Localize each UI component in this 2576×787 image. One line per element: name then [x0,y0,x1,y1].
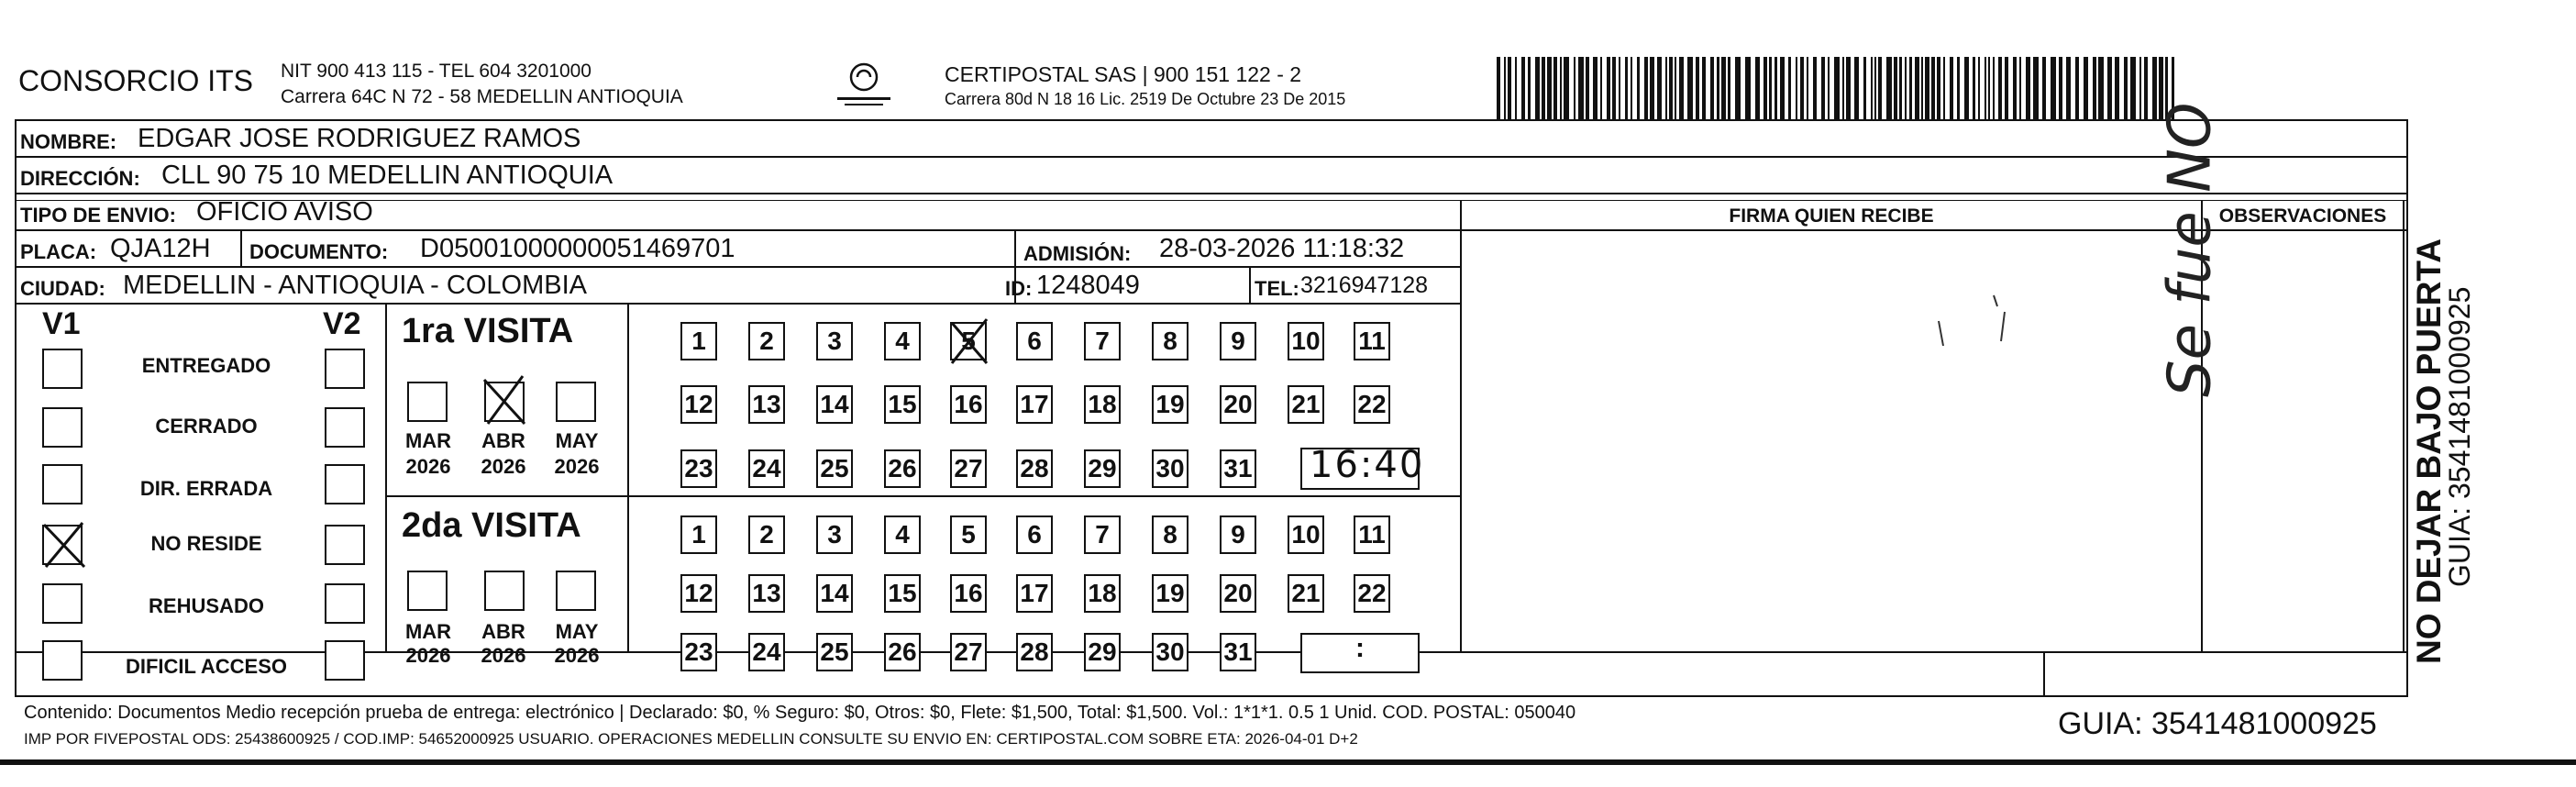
barcode-bar [1821,57,1825,119]
barcode-bar [1909,57,1912,119]
visit2-day-box[interactable]: 6 [1016,515,1053,554]
barcode-bar [2042,57,2046,119]
id-value: 1248049 [1036,271,1140,300]
barcode-bar [1593,57,1598,119]
tel-value: 3216947128 [1300,272,1429,298]
visit1-day-box[interactable]: 3 [816,322,853,360]
visit2-day-box[interactable]: 30 [1152,633,1188,671]
barcode-bar [2139,57,2141,119]
barcode-bar [1899,57,1902,119]
barcode-bar [1828,57,1830,119]
visit1-day-box[interactable]: 21 [1288,385,1324,424]
visit1-day-box[interactable]: 1 [680,322,717,360]
barcode-bar [1702,57,1706,119]
side-guia: GUIA: 3541481000925 [2443,286,2476,587]
firma-header: FIRMA QUIEN RECIBE [1729,205,1934,227]
barcode-bar [1650,57,1654,119]
ciudad-label: CIUDAD: [20,277,105,300]
visit2-day-box[interactable]: 27 [950,633,987,671]
visit1-day-box[interactable]: 24 [748,449,785,488]
barcode-bar [1665,57,1667,119]
v1-label: V1 [42,306,81,341]
v2-checkbox-dir-errada[interactable] [325,464,365,504]
visit1-day-box[interactable]: 19 [1152,385,1188,424]
visit1-year-label: 2026 [405,455,451,478]
visit2-month-checkbox-abr[interactable] [484,571,525,611]
barcode-bar [2098,57,2104,119]
visit1-day-box[interactable]: 23 [680,449,717,488]
barcode-bar [1925,57,1929,119]
certipostal-license: Carrera 80d N 18 16 Lic. 2519 De Octubre 23 De 2015 [945,90,1346,108]
v1-check-mark [39,519,90,571]
visit2-day-box[interactable]: 25 [816,633,853,671]
placa-label: PLACA: [20,240,97,263]
barcode-bar [1564,57,1569,119]
admision-value: 28-03-2026 11:18:32 [1159,234,1405,263]
barcode-bar [1950,57,1953,119]
visit1-day-box[interactable]: 10 [1288,322,1324,360]
barcode-bar [1905,57,1907,119]
v2-checkbox-cerrado[interactable] [325,407,365,448]
barcode-bar [2144,57,2148,119]
company-address: Carrera 64C N 72 - 58 MEDELLIN ANTIOQUIA [281,86,683,107]
signature-area [1462,231,2201,651]
barcode-bar [1547,57,1552,119]
visit1-day-box[interactable]: 25 [816,449,853,488]
certipostal-name: CERTIPOSTAL SAS | 900 151 122 - 2 [945,62,1302,86]
visit2-day-box[interactable]: 31 [1220,633,1256,671]
barcode-bar [1796,57,1797,119]
barcode-bar [1687,57,1693,119]
visit2-month-label: MAY [555,620,599,643]
visit2-day-box[interactable]: 17 [1016,574,1053,613]
barcode-bar [1769,57,1772,119]
barcode-bar [1988,57,1990,119]
visit2-day-box[interactable]: 16 [950,574,987,613]
barcode-bar [1842,57,1844,119]
visit2-month-label: ABR [481,620,525,643]
barcode-bar [1578,57,1584,119]
footer-guia: GUIA: 3541481000925 [2058,706,2377,741]
barcode-bar [1894,57,1897,119]
visit2-day-box[interactable]: 28 [1016,633,1053,671]
company-name: CONSORCIO ITS [18,64,254,97]
barcode-bar [1574,57,1575,119]
visit2-day-box[interactable]: 5 [950,515,987,554]
barcode-bar [1669,57,1673,119]
visit1-day-box[interactable]: 8 [1152,322,1188,360]
status-option: REHUSADO [149,594,264,617]
status-option: DIR. ERRADA [139,477,273,500]
barcode-bar [1780,57,1785,119]
visit1-day-box[interactable]: 7 [1084,322,1121,360]
placa-value: QJA12H [110,234,211,263]
barcode-bar [1774,57,1777,119]
barcode-bar [2107,57,2112,119]
barcode-bar [1886,57,1892,119]
status-option: DIFICIL ACCESO [125,655,287,678]
direccion-label: DIRECCIÓN: [20,167,140,190]
visit2-year-label: 2026 [405,644,451,667]
barcode-bar [1637,57,1640,119]
barcode-bar [2093,57,2096,119]
barcode-bar [1931,57,1935,119]
visit2-day-box[interactable]: 3 [816,515,853,554]
barcode-bar [1915,57,1919,119]
barcode-bar [1800,57,1804,119]
v1-checkbox-dificil-acceso[interactable] [42,640,83,681]
visit2-day-box[interactable]: 23 [680,633,717,671]
barcode-bar [1717,57,1719,119]
barcode-bar [2115,57,2119,119]
visit2-day-box[interactable]: 19 [1152,574,1188,613]
barcode-bar [2124,57,2128,119]
visit1-day-box[interactable]: 20 [1220,385,1256,424]
barcode-bar [1535,57,1540,119]
visit2-month-checkbox-may[interactable] [556,571,596,611]
visit2-day-box[interactable]: 13 [748,574,785,613]
barcode-bar [1993,57,1995,119]
id-label: ID: [1005,277,1033,300]
documento-value: D05001000000051469701 [420,234,735,263]
visit1-day-box[interactable]: 15 [884,385,921,424]
company-nit: NIT 900 413 115 - TEL 604 3201000 [281,61,591,82]
visit1-day-box[interactable]: 12 [680,385,717,424]
visit1-day-box[interactable]: 6 [1016,322,1053,360]
v2-checkbox-dificil-acceso[interactable] [325,640,365,681]
visit1-day-box[interactable]: 2 [748,322,785,360]
barcode-bar [1553,57,1557,119]
visit1-day-box[interactable]: 28 [1016,449,1053,488]
visit1-day-box[interactable]: 16 [950,385,987,424]
visit2-day-box[interactable]: 12 [680,574,717,613]
visit1-month-check-mark [479,371,530,427]
footer-imp: IMP POR FIVEPOSTAL ODS: 25438600925 / COD.IMP: 54652000925 USUARIO. OPERACIONES MEDELLIN CONSULTE SU ENVIO EN: CERTIPOSTAL.COM SOBRE ETA: 2026-04-01 D+2 [24,730,1358,748]
nombre-label: NOMBRE: [20,130,117,153]
observaciones-handwriting: Se fue NO [2156,102,2225,397]
barcode-bar [1619,57,1620,119]
barcode-bar [1998,57,2002,119]
footer-contenido: Contenido: Documentos Medio recepción prueba de entrega: electrónico | Declarado: $0, % Seguro: $0, Otros: $0, Flete: $1,500, Total: $1,500. Vol.: 1*1*1. 0.5 1 Unid. COD. POSTAL: 050040 [24,703,1576,723]
barcode-bar [1763,57,1767,119]
visit2-day-box[interactable]: 15 [884,574,921,613]
visit1-day-box[interactable]: 26 [884,449,921,488]
visit1-day-box[interactable]: 18 [1084,385,1121,424]
barcode-bar [1625,57,1628,119]
barcode-bar [1854,57,1859,119]
status-option: ENTREGADO [141,354,271,377]
barcode-bar [1807,57,1808,119]
visit2-day-box[interactable]: 11 [1354,515,1390,554]
visit1-year-label: 2026 [554,455,600,478]
barcode-bar [1631,57,1632,119]
visit1-day-box[interactable]: 30 [1152,449,1188,488]
visit1-year-label: 2026 [481,455,526,478]
barcode-bar [1710,57,1714,119]
barcode-bar [1497,57,1500,119]
visit1-day-box[interactable]: 14 [816,385,853,424]
tel-label: TEL: [1255,277,1299,300]
visit1-day-box[interactable]: 5 [950,322,987,360]
barcode-bar [1878,57,1882,119]
tipo-envio-value: OFICIO AVISO [196,197,373,227]
barcode-bar [2084,57,2088,119]
barcode-bar [1964,57,1969,119]
barcode-bar [1644,57,1648,119]
barcode-bar [2059,57,2062,119]
visit1-month-checkbox-may[interactable] [556,382,596,422]
barcode-bar [1985,57,1986,119]
visit2-day-box[interactable]: 24 [748,633,785,671]
ciudad-value: MEDELLIN - ANTIOQUIA - COLOMBIA [123,271,587,300]
visit2-day-box[interactable]: 2 [748,515,785,554]
visit2-day-box[interactable]: 14 [816,574,853,613]
barcode-bar [1921,57,1923,119]
barcode-bar [1788,57,1791,119]
visit2-month-checkbox-mar[interactable] [407,571,448,611]
barcode-bar [2005,57,2008,119]
visit2-day-box[interactable]: 7 [1084,515,1121,554]
visit2-day-box[interactable]: 21 [1288,574,1324,613]
nombre-value: EDGAR JOSE RODRIGUEZ RAMOS [138,124,581,153]
barcode-bar [1586,57,1589,119]
v2-checkbox-rehusado[interactable] [325,583,365,624]
visit1-day-box[interactable]: 13 [748,385,785,424]
visit2-day-box[interactable]: 29 [1084,633,1121,671]
visit1-day-check-mark [945,316,996,369]
barcode-bar [1679,57,1684,119]
barcode-bar [2130,57,2136,119]
barcode-bar [1978,57,1980,119]
visit2-year-label: 2026 [481,644,526,667]
tipo-envio-label: TIPO DE ENVIO: [20,204,176,227]
status-option: NO RESIDE [150,532,262,555]
visit2-time: : [1355,633,1365,663]
status-option: CERRADO [155,415,258,438]
barcode-bar [1508,57,1511,119]
visit1-day-box[interactable]: 27 [950,449,987,488]
visit2-day-box[interactable]: 26 [884,633,921,671]
scan-edge [0,759,2576,765]
barcode-bar [1871,57,1873,119]
v2-checkbox-no-reside[interactable] [325,525,365,565]
barcode-bar [1521,57,1525,119]
barcode-bar [1560,57,1562,119]
v2-checkbox-entregado[interactable] [325,349,365,389]
barcode-bar [2075,57,2079,119]
barcode-bar [1937,57,1940,119]
visit2-day-box[interactable]: 22 [1354,574,1390,613]
visit1-day-box[interactable]: 29 [1084,449,1121,488]
visit1-day-box[interactable]: 31 [1220,449,1256,488]
visit1-day-box[interactable]: 11 [1354,322,1390,360]
barcode-bar [1657,57,1662,119]
barcode-bar [1504,57,1506,119]
visit2-year-label: 2026 [554,644,600,667]
visit2-day-box[interactable]: 1 [680,515,717,554]
visit2-day-box[interactable]: 18 [1084,574,1121,613]
v1-checkbox-cerrado[interactable] [42,407,83,448]
barcode-bar [1612,57,1616,119]
visit1-day-box[interactable]: 4 [884,322,921,360]
visit1-month-label: MAY [555,429,599,452]
direccion-value: CLL 90 75 10 MEDELLIN ANTIOQUIA [161,161,614,190]
barcode-bar [2019,57,2021,119]
admision-label: ADMISIÓN: [1023,242,1132,265]
barcode-bar [1745,57,1751,119]
visit2-day-box[interactable]: 8 [1152,515,1188,554]
visit1-month-label: MAR [404,429,452,452]
visit1-time: 16:40 [1310,444,1425,486]
visit2-day-box[interactable]: 10 [1288,515,1324,554]
visit2-day-box[interactable]: 4 [884,515,921,554]
barcode-bar [1528,57,1531,119]
barcode-bar [1973,57,1975,119]
barcode-bar [1675,57,1676,119]
barcode-bar [2026,57,2030,119]
visit1-day-box[interactable]: 9 [1220,322,1256,360]
visit1-month-label: ABR [481,429,525,452]
barcode-bar [1600,57,1602,119]
no-dejar-bajo-puerta: NO DEJAR BAJO PUERTA [2410,238,2448,664]
barcode-bar [1728,57,1730,119]
visit2-day-box[interactable]: 9 [1220,515,1256,554]
barcode-bar [1515,57,1517,119]
v1-checkbox-dir-errada[interactable] [42,464,83,504]
visit2-day-box[interactable]: 20 [1220,574,1256,613]
barcode-bar [2013,57,2017,119]
barcode-bar [1735,57,1741,119]
documento-label: DOCUMENTO: [249,240,389,263]
barcode-bar [1834,57,1840,119]
barcode-bar [1874,57,1876,119]
visit2-title: 2da VISITA [402,506,581,545]
barcode-bar [2066,57,2071,119]
barcode-bar [1846,57,1851,119]
v1-checkbox-rehusado[interactable] [42,583,83,624]
barcode-bar [1957,57,1960,119]
barcode-bar [1696,57,1699,119]
certipostal-logo [830,61,898,110]
v1-checkbox-entregado[interactable] [42,349,83,389]
visit2-month-label: MAR [404,620,452,643]
observaciones-header: OBSERVACIONES [2218,205,2387,227]
visit1-title: 1ra VISITA [402,312,574,350]
visit1-day-box[interactable]: 22 [1354,385,1390,424]
barcode-bar [2051,57,2056,119]
barcode-bar [2033,57,2039,119]
visit1-month-checkbox-mar[interactable] [407,382,448,422]
barcode-bar [1943,57,1945,119]
barcode [1497,57,2180,119]
v2-label: V2 [323,306,361,341]
barcode-bar [1607,57,1610,119]
barcode-bar [1813,57,1817,119]
barcode-bar [1721,57,1726,119]
barcode-bar [1755,57,1760,119]
barcode-bar [1542,57,1545,119]
visit1-day-box[interactable]: 17 [1016,385,1053,424]
barcode-bar [1863,57,1866,119]
